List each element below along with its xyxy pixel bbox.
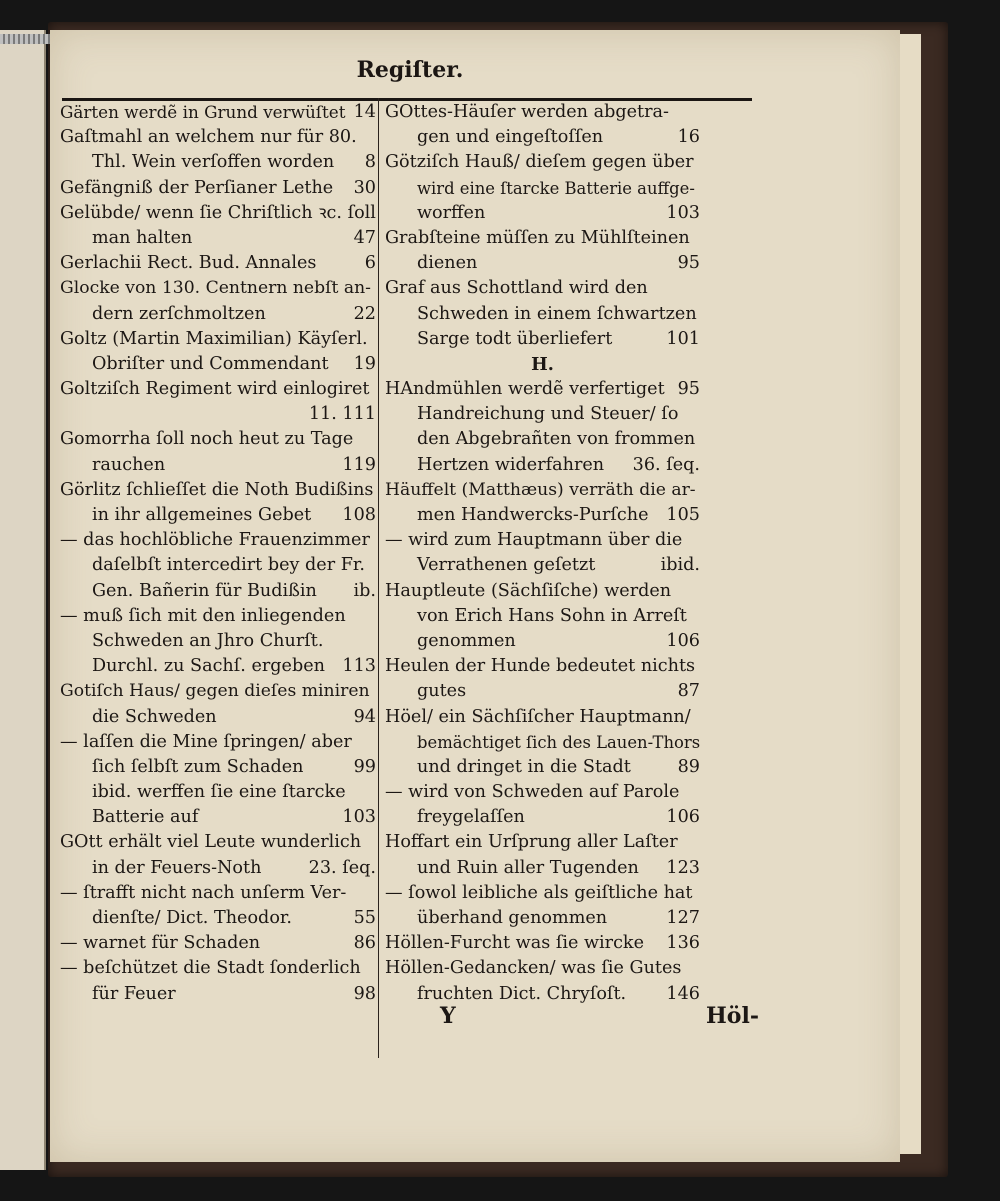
index-entry-line — [60, 705, 376, 730]
index-entry-line — [60, 327, 376, 352]
entry-text: ſich ſelbſt zum Schaden — [92, 756, 304, 777]
entry-text: H. — [531, 353, 554, 375]
index-entry-line — [385, 931, 700, 956]
index-entry-line — [60, 604, 376, 629]
page-reference: 95 — [677, 253, 700, 274]
index-entry-line — [385, 100, 700, 125]
index-entry-line — [385, 805, 700, 830]
page-reference: 47 — [353, 227, 376, 248]
index-entry-line — [385, 150, 700, 175]
index-entry-line — [60, 629, 376, 654]
index-entry-line — [385, 201, 700, 226]
catchword: Höl- — [706, 1003, 759, 1029]
index-entry-line — [385, 705, 700, 730]
index-entry-line — [60, 176, 376, 201]
entry-text: und dringet in die Stadt — [417, 756, 631, 777]
page-reference: 87 — [677, 681, 700, 702]
index-entry-line — [60, 251, 376, 276]
entry-text: — ſowol leibliche als geiſtliche hat — [385, 882, 693, 903]
index-entry-line — [385, 453, 700, 478]
index-entry-line — [60, 579, 376, 604]
page-reference: 103 — [666, 202, 700, 223]
index-column-right — [385, 100, 700, 1007]
index-entry-line — [60, 730, 376, 755]
index-entry-line — [385, 830, 700, 855]
page-reference: 95 — [677, 379, 700, 400]
entry-text: Höllen-Furcht was ſie wircke — [385, 933, 645, 954]
index-entry-line — [60, 503, 376, 528]
entry-text: daſelbſt intercedirt bey der Fr. — [92, 555, 365, 576]
index-entry-line — [60, 956, 376, 981]
index-entry-line — [385, 856, 700, 881]
entry-text: bemächtiget ſich des Lauen-Thors — [417, 732, 701, 752]
index-entry-line — [60, 755, 376, 780]
entry-text: — das hochlöbliche Frauenzimmer — [60, 530, 370, 551]
index-entry-line — [385, 125, 700, 150]
entry-text: rauchen — [92, 454, 166, 475]
entry-text: für Feuer — [92, 983, 176, 1004]
entry-text: von Erich Hans Sohn in Arreſt — [417, 605, 687, 626]
index-entry-line — [385, 604, 700, 629]
entry-text: und Ruin aller Tugenden — [417, 857, 639, 878]
page-reference: ibid. — [660, 555, 700, 576]
index-entry-line — [385, 906, 700, 931]
index-entry-line — [60, 352, 376, 377]
entry-text: Görlitz ſchlieſſet die Noth Budißins — [60, 479, 374, 500]
entry-text: gen und eingeſtoſſen — [417, 127, 604, 148]
index-entry-line — [60, 453, 376, 478]
page-reference: 105 — [666, 505, 700, 525]
entry-text: Gärten werdẽ in Grund verwüſtet — [60, 102, 346, 122]
entry-text: Gaſtmahl an welchem nur für 80. — [60, 127, 357, 148]
entry-text: in der Feuers-Noth — [92, 857, 262, 878]
entry-text: Goltziſch Regiment wird einlogiret — [60, 379, 370, 400]
signature-mark: Y — [440, 1003, 456, 1029]
entry-text: fruchten Dict. Chryſoſt. — [417, 983, 627, 1004]
index-entry-line — [60, 881, 376, 906]
entry-text: Gomorrha ſoll noch heut zu Tage — [60, 429, 354, 450]
entry-text: gutes — [417, 681, 467, 702]
page-reference: 119 — [342, 454, 376, 475]
entry-text: GOtt erhält viel Leute wunderlich — [60, 832, 362, 853]
entry-text: man halten — [92, 227, 193, 248]
entry-text: Goltz (Martin Maximilian) Käyſerl. — [60, 328, 368, 349]
index-entry-line — [60, 906, 376, 931]
page-reference: 106 — [666, 807, 700, 828]
index-entry-line — [60, 553, 376, 578]
bookmark-ribbon — [0, 34, 55, 44]
entry-text: Graf aus Schottland wird den — [385, 278, 648, 299]
index-entry-line — [385, 276, 700, 301]
entry-text: Handreichung und Steuer/ ſo — [417, 404, 679, 425]
entry-text: Obriſter und Commendant — [92, 353, 329, 374]
index-entry-line — [385, 503, 700, 528]
index-entry-line — [60, 982, 376, 1007]
column-separator — [378, 98, 379, 1058]
entry-text: Hertzen widerfahren — [417, 454, 605, 475]
page-reference: 55 — [353, 908, 376, 928]
index-entry-line — [385, 881, 700, 906]
page-reference: 103 — [342, 807, 376, 828]
entry-text: Gefängniß der Perſianer Lethe — [60, 177, 334, 198]
index-entry-line — [385, 377, 700, 402]
index-entry-line — [385, 478, 700, 503]
page-reference: 113 — [342, 656, 376, 677]
page-reference: 146 — [666, 983, 700, 1004]
entry-text: Sarge todt überliefert — [417, 328, 613, 349]
entry-text: Durchl. zu Sachſ. ergeben — [92, 656, 325, 677]
entry-text: Gotiſch Haus/ gegen dieſes miniren — [60, 681, 370, 702]
page-reference: ib. — [353, 580, 376, 601]
page-header: Regiſter. — [356, 57, 464, 83]
entry-text: dern zerſchmoltzen — [92, 303, 266, 324]
page-reference: 11. 111 — [308, 404, 376, 425]
entry-text: Gelübde/ wenn ſie Chriſtlich ꝛc. ſoll — [60, 202, 376, 223]
entry-text: Schweden in einem ſchwartzen — [417, 303, 697, 324]
index-entry-line — [385, 251, 700, 276]
index-entry-line — [60, 276, 376, 301]
entry-text: überhand genommen — [417, 908, 608, 928]
entry-text: genommen — [417, 630, 516, 651]
entry-text: — warnet für Schaden — [60, 933, 261, 954]
entry-text: — muß ſich mit den inliegenden — [60, 605, 346, 626]
page-reference: 89 — [677, 756, 700, 777]
index-column-left — [60, 100, 376, 1007]
entry-text: HAndmühlen werdẽ verfertiget — [385, 379, 665, 400]
index-entry-line — [385, 402, 700, 427]
index-entry-line — [385, 755, 700, 780]
entry-text: men Handwercks-Purſche — [417, 505, 649, 525]
page-reference: 14 — [353, 102, 376, 122]
index-entry-line — [385, 427, 700, 452]
index-entry-line — [385, 730, 700, 755]
page-reference: 19 — [353, 353, 376, 374]
page-reference: 16 — [677, 127, 700, 148]
index-entry-line — [385, 956, 700, 981]
entry-text: dienen — [417, 253, 478, 274]
index-entry-line — [385, 982, 700, 1007]
page-reference: 106 — [666, 630, 700, 651]
section-letter — [385, 352, 700, 377]
entry-text: wird eine ſtarcke Batterie auffge- — [417, 178, 695, 198]
index-entry-line — [60, 528, 376, 553]
entry-text: Götziſch Hauß/ dieſem gegen über — [385, 152, 694, 173]
page-reference: 123 — [666, 857, 700, 878]
index-entry-line — [385, 302, 700, 327]
index-entry-line — [60, 427, 376, 452]
page-reference: 23. ſeq. — [308, 857, 376, 878]
index-entry-line — [60, 780, 376, 805]
entry-text: dienſte/ Dict. Theodor. — [92, 908, 292, 928]
entry-text: worffen — [417, 202, 486, 223]
entry-text: Batterie auf — [92, 807, 199, 828]
index-entry-line — [385, 327, 700, 352]
entry-text: Grabſteine müſſen zu Mühlſteinen — [385, 227, 690, 248]
page-reference: 30 — [353, 177, 376, 198]
entry-text: Glocke von 130. Centnern nebſt an- — [60, 278, 371, 299]
entry-text: Höel/ ein Sächſiſcher Hauptmann/ — [385, 706, 691, 727]
entry-text: freygelaſſen — [417, 807, 525, 828]
page-reference: 36. ſeq. — [632, 454, 700, 475]
index-entry-line — [60, 150, 376, 175]
index-entry-line — [385, 579, 700, 604]
entry-text: Gen. Bañerin für Budißin — [92, 580, 317, 601]
page-reference: 108 — [342, 505, 376, 525]
entry-text: Verrathenen geſetzt — [417, 555, 596, 576]
page-reference: 6 — [364, 253, 376, 274]
page-reference: 101 — [666, 328, 700, 349]
index-entry-line — [385, 176, 700, 201]
index-entry-line — [60, 125, 376, 150]
page-reference: 99 — [353, 756, 376, 777]
entry-text: GOttes-Häuſer werden abgetra- — [385, 102, 669, 122]
page-reference: 127 — [666, 908, 700, 928]
index-entry-line — [60, 830, 376, 855]
entry-text: in ihr allgemeines Gebet — [92, 505, 312, 525]
page-reference: 86 — [353, 933, 376, 954]
index-entry-line — [385, 629, 700, 654]
index-entry-line — [60, 805, 376, 830]
index-entry-line — [60, 679, 376, 704]
entry-text: — laſſen die Mine ſpringen/ aber — [60, 731, 352, 752]
index-entry-line — [60, 201, 376, 226]
index-entry-line — [60, 654, 376, 679]
entry-text: — beſchützet die Stadt ſonderlich — [60, 958, 361, 979]
page-reference: 8 — [364, 152, 376, 173]
index-entry-line — [60, 377, 376, 402]
index-entry-line — [385, 528, 700, 553]
entry-text: — ſtrafft nicht nach unſerm Ver- — [60, 882, 347, 903]
index-entry-line — [60, 402, 376, 427]
index-entry-line — [385, 654, 700, 679]
index-entry-line — [385, 780, 700, 805]
entry-text: Gerlachii Rect. Bud. Annales — [60, 253, 317, 274]
index-entry-line — [385, 226, 700, 251]
index-entry-line — [60, 100, 376, 125]
index-entry-line — [60, 226, 376, 251]
page-reference: 98 — [353, 983, 376, 1004]
index-entry-line — [385, 553, 700, 578]
page-reference: 136 — [666, 933, 700, 954]
entry-text: — wird von Schweden auf Parole — [385, 782, 680, 803]
index-entry-line — [60, 856, 376, 881]
index-entry-line — [385, 679, 700, 704]
page-reference: 94 — [353, 706, 376, 727]
entry-text: Häuffelt (Matthæus) verräth die ar- — [385, 479, 696, 500]
page-reference: 22 — [353, 303, 376, 324]
entry-text: Heulen der Hunde bedeutet nichts — [385, 656, 696, 677]
entry-text: den Abgebrañten von frommen — [417, 429, 696, 450]
entry-text: die Schweden — [92, 706, 217, 727]
index-entry-line — [60, 302, 376, 327]
facing-page-edge — [0, 30, 46, 1170]
entry-text: Höllen-Gedancken/ was ſie Gutes — [385, 958, 682, 979]
entry-text: Thl. Wein verſoffen worden — [92, 152, 335, 173]
entry-text: Hauptleute (Sächſiſche) werden — [385, 580, 672, 601]
entry-text: Hoffart ein Urſprung aller Laſter — [385, 832, 678, 853]
entry-text: — wird zum Hauptmann über die — [385, 530, 683, 551]
index-entry-line — [60, 478, 376, 503]
index-entry-line — [60, 931, 376, 956]
entry-text: ibid. werffen ſie eine ſtarcke — [92, 782, 346, 803]
entry-text: Schweden an Jhro Churſt. — [92, 630, 324, 651]
